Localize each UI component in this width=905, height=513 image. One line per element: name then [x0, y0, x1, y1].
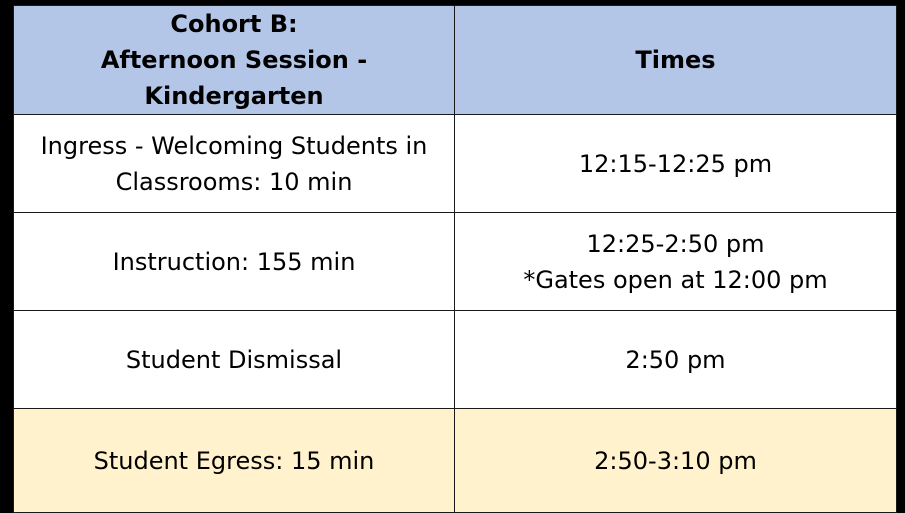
activity-text: Student Egress: 15 min	[93, 446, 375, 475]
header-session-title: Afternoon Session - Kindergarten	[100, 46, 368, 110]
time-text: 2:50-3:10 pm	[594, 446, 757, 475]
time-text: 2:50 pm	[625, 345, 726, 374]
table-row-highlighted	[14, 409, 897, 513]
activity-cell	[14, 311, 455, 409]
cohort-b-schedule-table	[13, 5, 897, 513]
time-note: *Gates open at 12:00 pm	[523, 265, 828, 294]
table-row	[14, 115, 897, 213]
activity-cell	[14, 213, 455, 311]
time-text: 12:25-2:50 pm	[586, 229, 765, 258]
table-row	[14, 311, 897, 409]
activity-text: Student Dismissal	[125, 345, 343, 374]
time-cell	[455, 213, 897, 311]
table-header-row	[14, 6, 897, 115]
time-cell	[455, 311, 897, 409]
time-text: 12:15-12:25 pm	[578, 149, 773, 178]
time-cell	[455, 115, 897, 213]
header-cohort-title: Cohort B:	[170, 10, 298, 38]
activity-text: Ingress - Welcoming Students in	[40, 131, 428, 160]
activity-cell	[14, 115, 455, 213]
activity-text: Instruction: 155 min	[112, 247, 356, 276]
table-row	[14, 213, 897, 311]
header-cohort-cell	[14, 6, 455, 115]
activity-text: Classrooms: 10 min	[115, 167, 353, 196]
activity-cell	[14, 409, 455, 513]
time-cell	[455, 409, 897, 513]
header-times-cell: Times	[455, 6, 897, 115]
